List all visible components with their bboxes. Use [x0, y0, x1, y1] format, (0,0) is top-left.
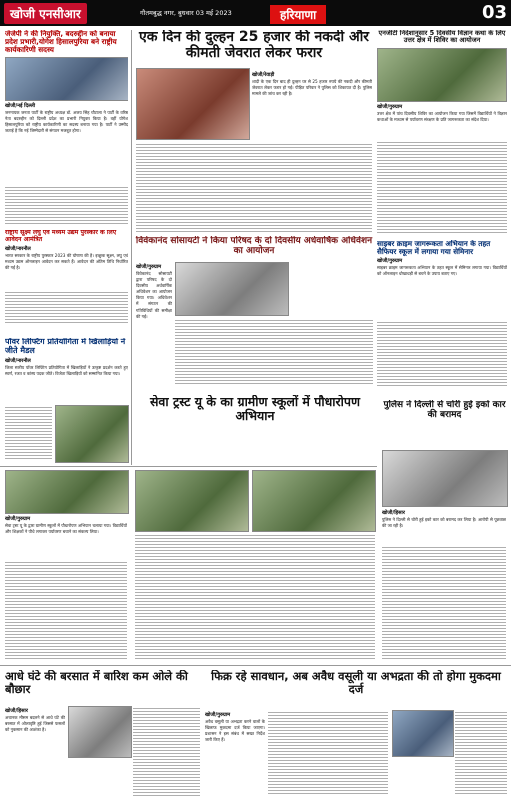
text-lines: [175, 318, 373, 386]
text-lines: [377, 320, 507, 388]
story-byline: खोजी/गुरुग्राम: [377, 103, 403, 110]
story-byline: खोजी/रेवाड़ी: [252, 72, 275, 78]
hail-photo: [68, 706, 132, 758]
story-byline: खोजी/नारनौल: [5, 245, 31, 252]
story-text: [136, 262, 172, 362]
text-lines: [377, 140, 507, 235]
story-body: विवेकानंद सोसायटी द्वारा परिषद के दो दिवसीय अर्धवार्षिक अधिवेशन का आयोजन किया गया। अधिवेशन में संगठन की गतिविधियों की समीक्षा की गई।: [136, 271, 172, 319]
story-photo: [175, 262, 289, 316]
text-lines: [136, 142, 372, 232]
story-headline: एक दिन की दुल्हन 25 हजार की नकदी और कीमती जेवरात लेकर फरार: [138, 30, 370, 61]
text-lines: [268, 710, 388, 796]
story-text: [382, 508, 506, 548]
story-headline: राष्ट्रीय सूक्ष्म लघु एवं मध्यम उद्यम पुरस्कार के लिए आवेदन आमंत्रित: [5, 230, 117, 243]
story-body: अचानक मौसम बदलने से आधे घंटे की बरसात में ओलावृष्टि हुई जिससे फसलों को नुकसान की आशंका है।: [5, 715, 65, 733]
story-byline: खोजी/गुरुग्राम: [136, 264, 162, 270]
text-lines: [5, 185, 128, 225]
story-headline: पुलिस ने दिल्ली से चोरी हुई इको कार की बरामद: [383, 400, 506, 421]
story-headline: एनजीटी निर्देशानुसार 5 दिवसीय विज्ञान कथा के लिए उत्तर क्षेत्र में शिविर का आयोजन: [378, 30, 506, 45]
column-divider: [131, 30, 132, 465]
story-byline: खोजी/नई दिल्ली: [5, 103, 36, 110]
story-body: अवैध वसूली या अभद्रता करने वालों के खिलाफ मुकदमा दर्ज किया जाएगा। प्रशासन ने इस संबंध में सख्त निर्देश जारी किए हैं।: [205, 719, 265, 743]
story-plantation: [135, 395, 375, 455]
plantation-photo-3: [252, 470, 376, 532]
story-headline: जेजेपी ने की नियुक्ति, बदरुद्दीन को बनाया प्रदेश प्रभारी,योगेश हिसालपुरिया बने राष्ट्रीय कार्यकारिणी सदस्य: [5, 30, 117, 55]
text-lines: [382, 545, 506, 660]
horizontal-divider: [0, 665, 511, 666]
text-lines: [455, 710, 507, 796]
dateline: गौतमबुद्ध नगर, बुधवार 03 मई 2023: [140, 9, 232, 17]
story-police-car: [382, 400, 507, 445]
text-lines: [5, 405, 52, 461]
newspaper-brand: खोजी एनसीआर: [4, 3, 87, 24]
story-body: जननायक जनता पार्टी के राष्ट्रीय अध्यक्ष डॉ. अजय सिंह चौटाला ने पार्टी के वरिष्ठ नेता बदरुद्दीन को दिल्ली प्रदेश का प्रभारी नियुक्त किया है। वहीं योगेश हिसालपुरिया को राष्ट्रीय कार्यकारिणी का सदस्य बनाया गया है। पार्टी ने उम्मीद जताई है कि नई जिम्मेदारी से संगठन मजबूत होगा।: [5, 110, 128, 134]
plantation-photo-1: [5, 470, 129, 514]
story-headline: साइबर क्राइम जागरूकता अभियान के तहत सैफियर स्कूल में लगाया गया सेमिनार: [377, 240, 491, 257]
story-body: भारत सरकार के राष्ट्रीय पुरस्कार 2023 की घोषणा की है। इच्छुक सूक्ष्म, लघु एवं मध्यम उद्यम ऑनलाइन आवेदन कर सकते हैं। आवेदन की अंतिम तिथि निर्धारित की गई है।: [5, 252, 128, 271]
story-headline: विवेकानंद सोसायटी ने किया परिषद के दो दिवसीय अर्धवार्षिक अधिवेशन का आयोजन: [135, 236, 373, 257]
story-headline: आधे घंटे की बरसात में बारिश कम ओले की बौछार: [5, 670, 188, 696]
story-byline: खोजी/गुरुग्राम: [377, 258, 403, 265]
story-body: उत्तर क्षेत्र में पांच दिवसीय शिविर का आयोजन किया गया जिसमें विद्यार्थियों ने विज्ञान कथाओं के माध्यम से पर्यावरण संरक्षण के प्रति जागरूकता का संदेश दिया।: [377, 110, 507, 122]
story-photo: [377, 48, 507, 102]
story-byline: खोजी/हिसार: [382, 510, 405, 516]
official-photo: [392, 710, 454, 757]
page-number: 03: [481, 2, 507, 23]
text-lines: [5, 290, 128, 325]
story-photo: [136, 68, 250, 140]
story-body: शादी के एक दिन बाद ही दुल्हन घर से 25 हजार रुपये की नकदी और कीमती जेवरात लेकर फरार हो गई। पीड़ित परिवार ने पुलिस को शिकायत दी है। पुलिस मामले की जांच कर रही है।: [252, 79, 372, 97]
story-text: [5, 706, 65, 796]
section-name: हरियाणा: [270, 5, 326, 24]
text-lines: [133, 706, 200, 796]
story-headline: फिक्र रहे सावधान, अब अवैध वसूली या अभद्रता की तो होगा मुकदमा दर्ज: [211, 670, 501, 696]
car-photo: [382, 450, 508, 507]
story-body: साइबर क्राइम जागरूकता अभियान के तहत स्कूल में सेमिनार लगाया गया। विद्यार्थियों को ऑनलाइन धोखाधड़ी से बचने के उपाय बताए गए।: [377, 265, 507, 277]
story-body: पुलिस ने दिल्ली से चोरी हुई इको कार को बरामद कर लिया है। आरोपी से पूछताछ की जा रही है।: [382, 517, 506, 529]
text-lines: [5, 560, 127, 660]
story-body: सेवा ट्रस्ट यू के द्वारा ग्रामीण स्कूलों में पौधारोपण अभियान चलाया गया। विद्यार्थियों और शिक्षकों ने पौधे लगाकर पर्यावरण बचाने का संकल्प लिया।: [5, 523, 127, 535]
story-headline: सेवा ट्रस्ट यू के का ग्रामीण स्कूलों में पौधारोपण अभियान: [149, 395, 361, 423]
story-byline: खोजी/गुरुग्राम: [205, 712, 231, 718]
medal-photo: [55, 405, 129, 463]
story-illegal-extortion: [205, 670, 507, 715]
text-lines: [135, 533, 375, 660]
story-byline: खोजी/हिसार: [5, 708, 28, 714]
story-byline: खोजी/नारनौल: [5, 357, 31, 364]
story-body: जिला स्तरीय पॉवर लिफ्टिंग प्रतियोगिता में खिलाड़ियों ने उत्कृष्ट प्रदर्शन करते हुए स्वर्ण, रजत व कांस्य पदक जीते। विजेता खिलाड़ियों को सम्मानित किया गया।: [5, 364, 128, 376]
story-text: [205, 710, 265, 796]
horizontal-divider: [0, 466, 377, 467]
story-photo: [5, 57, 128, 101]
story-byline: खोजी/गुरुग्राम: [5, 516, 31, 522]
story-text: [252, 70, 372, 140]
plantation-photo-2: [135, 470, 249, 532]
story-headline: पॉवर लिफ्टिंग प्रतियोगिता में खिलाड़ियों ने जीते मैडल: [5, 338, 126, 355]
